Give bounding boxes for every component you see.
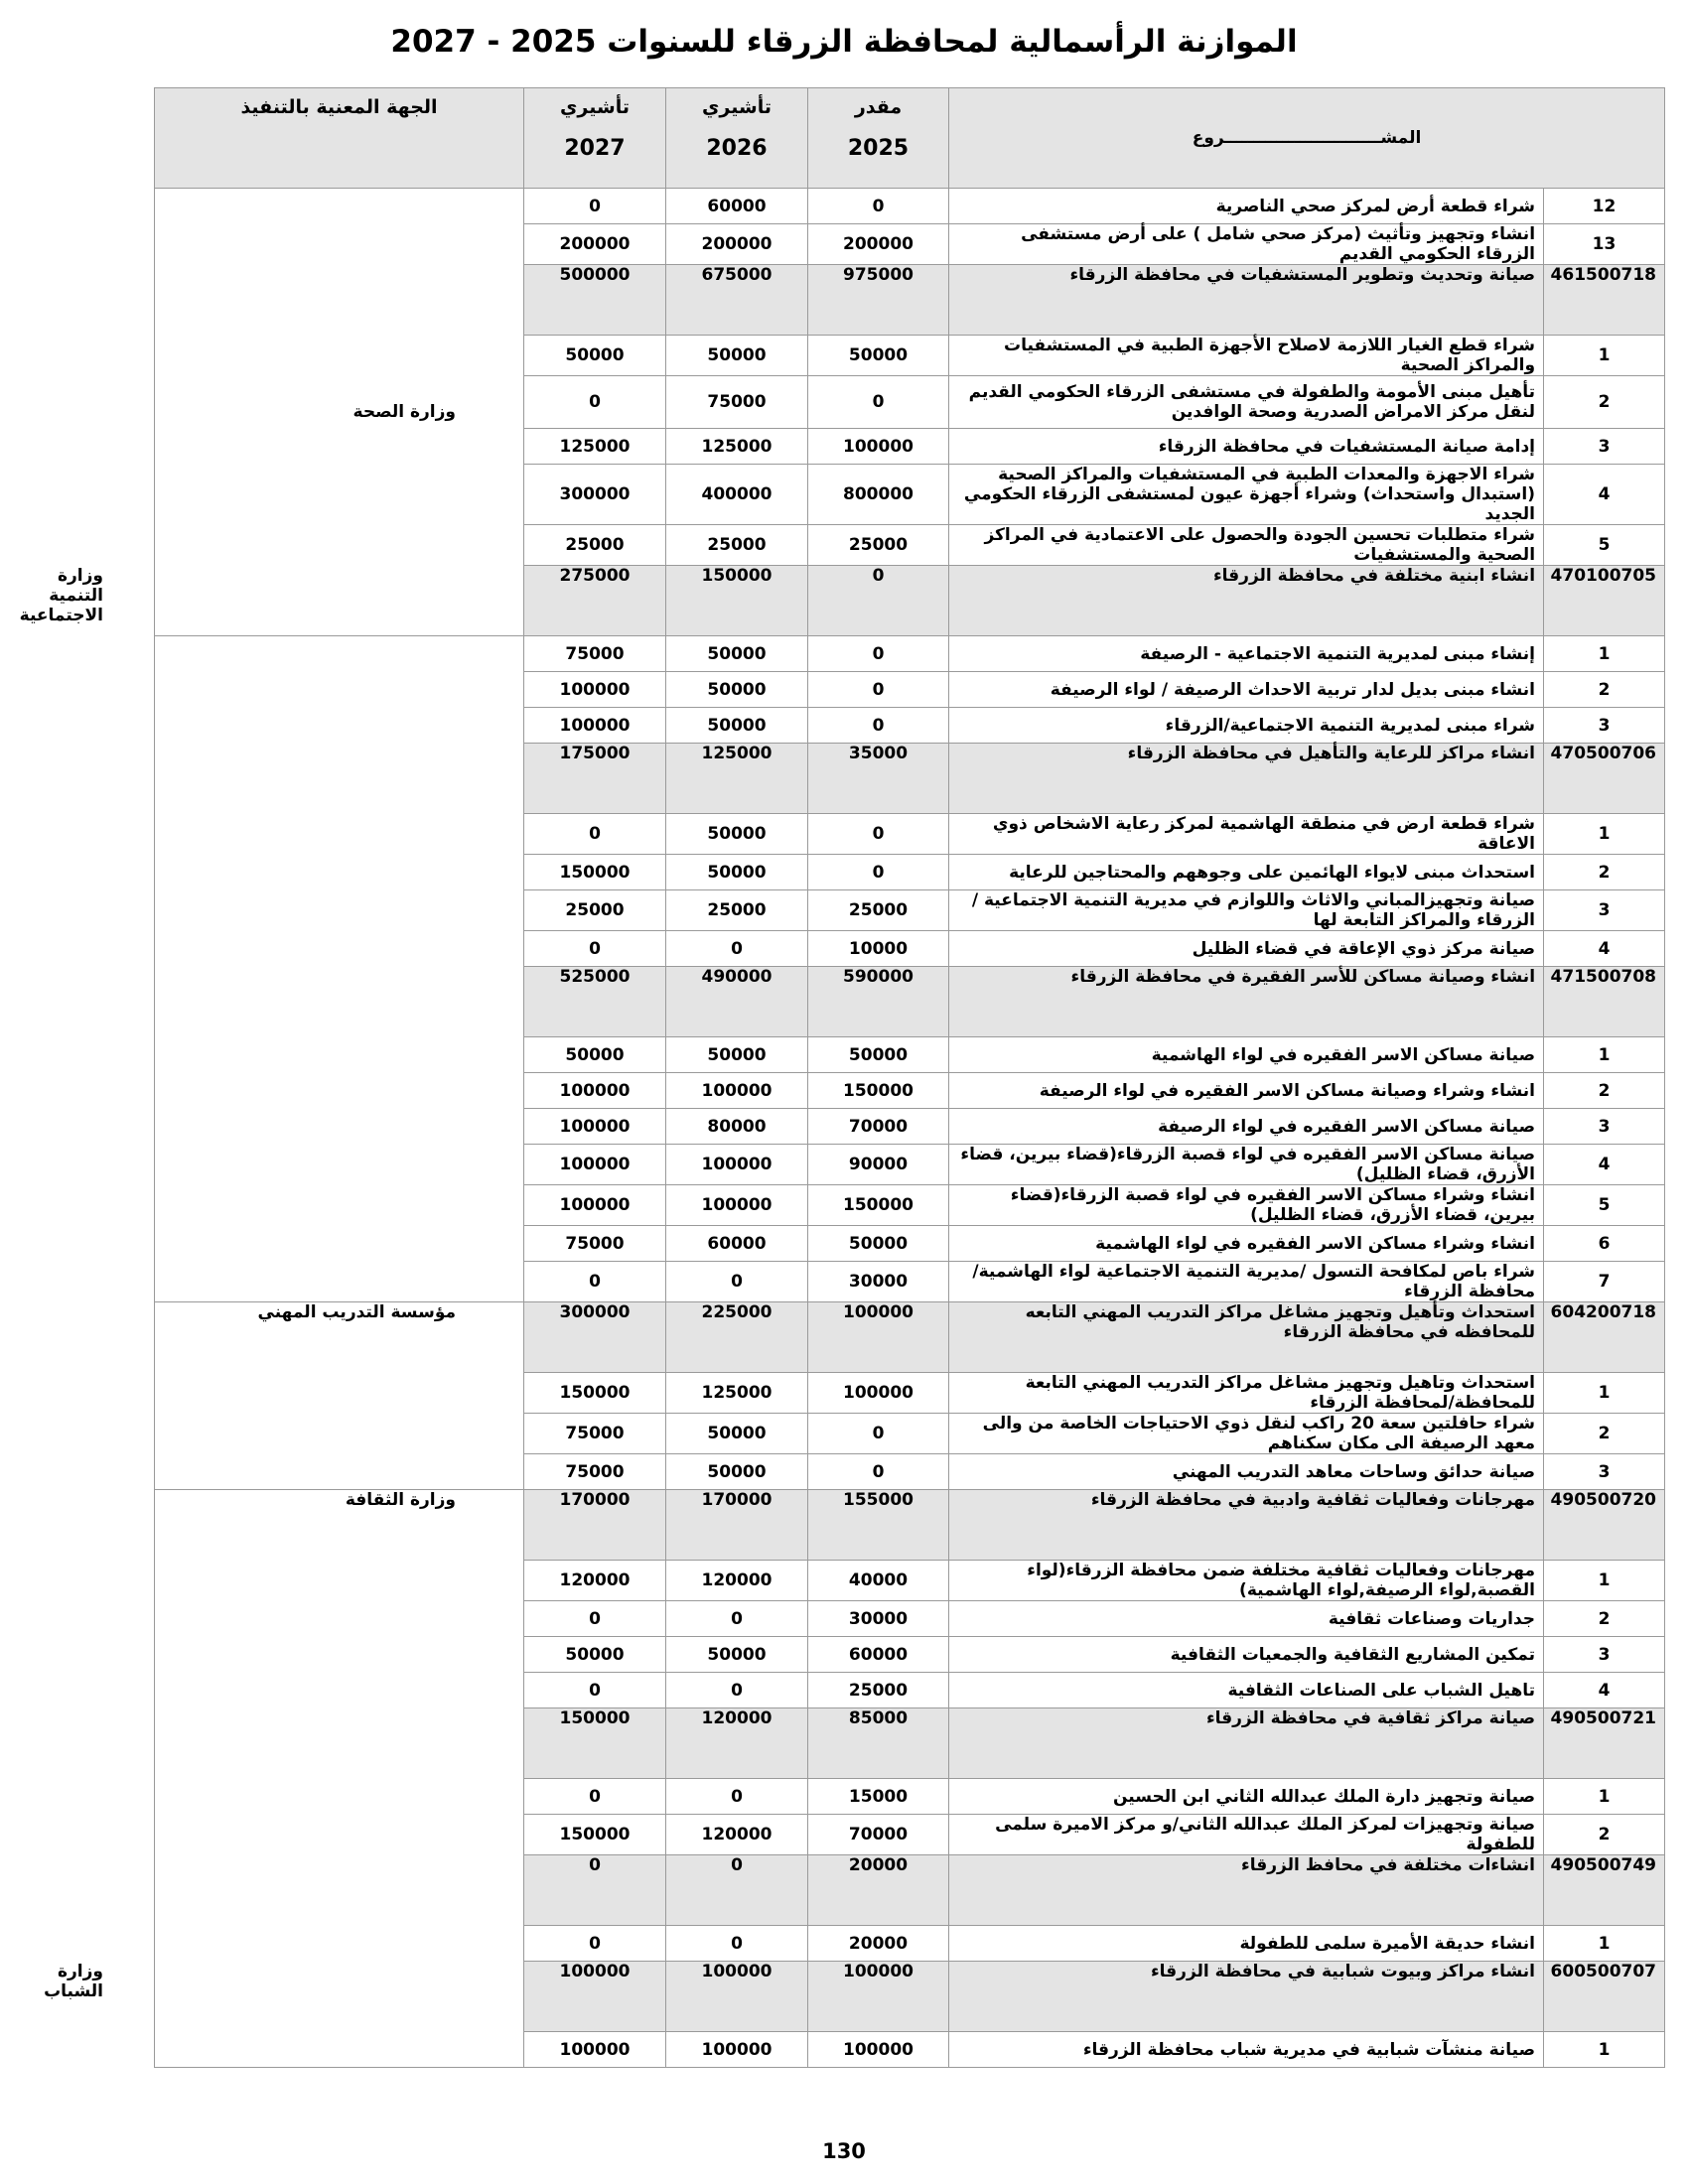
value-2027: 75000 <box>524 1454 666 1490</box>
value-2026: 400000 <box>666 465 808 525</box>
header-project: المشـــــــــــــــــــــــــــروع <box>949 88 1665 189</box>
project-code: 12 <box>1544 189 1665 224</box>
value-2025: 70000 <box>808 1815 949 1855</box>
value-2027: 0 <box>524 1262 666 1302</box>
value-2026: 50000 <box>666 1414 808 1454</box>
project-name: انشاء مراكز للرعاية والتأهيل في محافظة الزرقاء <box>949 744 1544 814</box>
value-2026: 490000 <box>666 967 808 1037</box>
item-row <box>155 1109 1665 1145</box>
project-name: جداريات وصناعات ثقافية <box>949 1601 1544 1637</box>
value-2026: 50000 <box>666 855 808 890</box>
value-2025: 0 <box>808 566 949 636</box>
project-row <box>155 967 1665 1037</box>
project-code: 490500749 <box>1544 1855 1665 1926</box>
project-code: 13 <box>1544 224 1665 265</box>
agency-cell <box>155 1490 524 2068</box>
value-2025: 975000 <box>808 265 949 336</box>
project-name: انشاء مراكز وبيوت شبابية في محافظة الزرقاء <box>949 1962 1544 2032</box>
project-code: 3 <box>1544 1454 1665 1490</box>
project-name: صيانة وتجهيزات لمركز الملك عبدالله الثاني/و مركز الاميرة سلمى للطفولة <box>949 1815 1544 1855</box>
project-name: شراء مبنى لمديرية التنمية الاجتماعية/الزرقاء <box>949 708 1544 744</box>
value-2026: 60000 <box>666 1226 808 1262</box>
value-2027: 50000 <box>524 1637 666 1673</box>
project-name: انشاء وتجهيز وتأثيث (مركز صحي شامل ) على أرض مستشفى الزرقاء الحكومي القديم <box>949 224 1544 265</box>
item-row <box>155 1037 1665 1073</box>
item-row <box>155 1226 1665 1262</box>
project-row <box>155 1490 1665 1561</box>
value-2026: 50000 <box>666 1454 808 1490</box>
value-2026: 75000 <box>666 376 808 429</box>
value-2027: 100000 <box>524 672 666 708</box>
item-row <box>155 931 1665 967</box>
project-code: 5 <box>1544 525 1665 566</box>
page-number: 130 <box>822 2139 866 2163</box>
value-2026: 25000 <box>666 890 808 931</box>
header-2025 <box>808 88 949 189</box>
project-name: شراء قطع الغيار اللازمة لاصلاح الأجهزة الطبية في المستشفيات والمراكز الصحية <box>949 336 1544 376</box>
agency-label: مؤسسة التدريب المهني <box>257 1302 456 1322</box>
project-name: تاهيل الشباب على الصناعات الثقافية <box>949 1673 1544 1708</box>
value-2026: 100000 <box>666 1145 808 1185</box>
value-2025: 100000 <box>808 429 949 465</box>
project-code: 600500707 <box>1544 1962 1665 2032</box>
project-name: انشاء وشراء مساكن الاسر الفقيره في لواء قصبة الزرقاء(قضاء بيرين، قضاء الأزرق، قضاء الظليل) <box>949 1185 1544 1226</box>
value-2027: 100000 <box>524 1145 666 1185</box>
project-code: 470100705 <box>1544 566 1665 636</box>
item-row <box>155 814 1665 855</box>
project-name: صيانة مساكن الاسر الفقيره في لواء الهاشمية <box>949 1037 1544 1073</box>
value-2027: 50000 <box>524 1037 666 1073</box>
value-2025: 25000 <box>808 890 949 931</box>
project-code: 1 <box>1544 336 1665 376</box>
value-2026: 125000 <box>666 744 808 814</box>
project-code: 490500720 <box>1544 1490 1665 1561</box>
value-2025: 50000 <box>808 1037 949 1073</box>
value-2026: 100000 <box>666 1073 808 1109</box>
item-row <box>155 1262 1665 1302</box>
project-name: مهرجانات وفعاليات ثقافية وادبية في محافظة الزرقاء <box>949 1490 1544 1561</box>
value-2025: 50000 <box>808 1226 949 1262</box>
value-2025: 50000 <box>808 336 949 376</box>
value-2025: 100000 <box>808 2032 949 2068</box>
agency-label: وزارة التنمية الاجتماعية <box>19 566 103 625</box>
value-2026: 125000 <box>666 429 808 465</box>
header-2026-year: 2026 <box>706 136 768 161</box>
value-2027: 25000 <box>524 525 666 566</box>
project-code: 4 <box>1544 465 1665 525</box>
value-2025: 20000 <box>808 1926 949 1962</box>
project-name: إدامة صيانة المستشفيات في محافظة الزرقاء <box>949 429 1544 465</box>
value-2026: 150000 <box>666 566 808 636</box>
project-name: صيانة وتجهيز دارة الملك عبدالله الثاني ابن الحسين <box>949 1779 1544 1815</box>
project-name: شراء باص لمكافحة التسول /مديرية التنمية الاجتماعية لواء الهاشمية/ محافظة الزرقاء <box>949 1262 1544 1302</box>
value-2027: 75000 <box>524 1226 666 1262</box>
value-2026: 80000 <box>666 1109 808 1145</box>
value-2025: 100000 <box>808 1302 949 1373</box>
value-2026: 120000 <box>666 1708 808 1779</box>
value-2026: 50000 <box>666 672 808 708</box>
project-name: انشاء حديقة الأميرة سلمى للطفولة <box>949 1926 1544 1962</box>
agency-cell <box>155 1302 524 1490</box>
value-2026: 25000 <box>666 525 808 566</box>
project-code: 2 <box>1544 1073 1665 1109</box>
project-name: شراء حافلتين سعة 20 راكب لنقل ذوي الاحتياجات الخاصة من والى معهد الرصيفة الى مكان سكناهم <box>949 1414 1544 1454</box>
project-name: شراء متطلبات تحسين الجودة والحصول على الاعتمادية في المراكز الصحية والمستشفيات <box>949 525 1544 566</box>
value-2027: 300000 <box>524 1302 666 1373</box>
value-2025: 70000 <box>808 1109 949 1145</box>
project-code: 4 <box>1544 1145 1665 1185</box>
project-name: انشاء وصيانة مساكن للأسر الفقيرة في محافظة الزرقاء <box>949 967 1544 1037</box>
value-2026: 120000 <box>666 1561 808 1601</box>
item-row <box>155 672 1665 708</box>
value-2027: 0 <box>524 1601 666 1637</box>
value-2027: 170000 <box>524 1490 666 1561</box>
project-code: 2 <box>1544 376 1665 429</box>
value-2025: 90000 <box>808 1145 949 1185</box>
value-2026: 0 <box>666 1855 808 1926</box>
header-2027-label: تأشيري <box>560 96 630 118</box>
value-2027: 75000 <box>524 1414 666 1454</box>
value-2027: 175000 <box>524 744 666 814</box>
value-2025: 150000 <box>808 1073 949 1109</box>
project-name: استحداث وتاهيل وتجهيز مشاغل مراكز التدريب المهني التابعة للمحافظة/لمحافظة الزرقاء <box>949 1373 1544 1414</box>
project-name: صيانة مراكز ثقافية في محافظة الزرقاء <box>949 1708 1544 1779</box>
value-2025: 20000 <box>808 1855 949 1926</box>
project-code: 470500706 <box>1544 744 1665 814</box>
project-name: انشاء ابنية مختلفة في محافظة الزرقاء <box>949 566 1544 636</box>
agency-label: وزارة الشباب <box>44 1962 103 2001</box>
value-2026: 60000 <box>666 189 808 224</box>
value-2025: 35000 <box>808 744 949 814</box>
value-2025: 0 <box>808 855 949 890</box>
project-code: 490500721 <box>1544 1708 1665 1779</box>
value-2025: 60000 <box>808 1637 949 1673</box>
value-2027: 0 <box>524 189 666 224</box>
item-row <box>155 1145 1665 1185</box>
project-code: 6 <box>1544 1226 1665 1262</box>
value-2026: 200000 <box>666 224 808 265</box>
project-code: 2 <box>1544 855 1665 890</box>
value-2027: 0 <box>524 931 666 967</box>
project-code: 3 <box>1544 1637 1665 1673</box>
value-2026: 50000 <box>666 708 808 744</box>
value-2027: 500000 <box>524 265 666 336</box>
value-2027: 275000 <box>524 566 666 636</box>
project-name: شراء الاجهزة والمعدات الطبية في المستشفيات والمراكز الصحية (استبدال واستحداث) وشراء أجهزة عيون لمستشفى الزرقاء الحكومي الجديد <box>949 465 1544 525</box>
value-2027: 100000 <box>524 1185 666 1226</box>
value-2026: 100000 <box>666 1962 808 2032</box>
value-2027: 100000 <box>524 1109 666 1145</box>
project-name: صيانة مساكن الاسر الفقيره في لواء الرصيفة <box>949 1109 1544 1145</box>
value-2027: 150000 <box>524 855 666 890</box>
project-code: 2 <box>1544 672 1665 708</box>
agency-label: وزارة الصحة <box>352 402 456 422</box>
value-2025: 25000 <box>808 525 949 566</box>
value-2027: 0 <box>524 814 666 855</box>
value-2027: 100000 <box>524 1073 666 1109</box>
header-agency <box>155 88 524 189</box>
value-2027: 150000 <box>524 1708 666 1779</box>
project-name: مهرجانات وفعاليات ثقافية مختلفة ضمن محافظة الزرقاء(لواء القصبة,لواء الرصيفة,لواء الهاشمية) <box>949 1561 1544 1601</box>
agency-label: وزارة الثقافة <box>345 1490 456 1510</box>
project-code: 3 <box>1544 429 1665 465</box>
value-2026: 50000 <box>666 1037 808 1073</box>
value-2026: 170000 <box>666 1490 808 1561</box>
project-name: انشاء وشراء مساكن الاسر الفقيره في لواء الهاشمية <box>949 1226 1544 1262</box>
value-2025: 0 <box>808 708 949 744</box>
project-code: 1 <box>1544 1926 1665 1962</box>
project-code: 5 <box>1544 1185 1665 1226</box>
value-2026: 50000 <box>666 336 808 376</box>
project-row <box>155 744 1665 814</box>
project-code: 2 <box>1544 1601 1665 1637</box>
item-row <box>155 1185 1665 1226</box>
value-2025: 30000 <box>808 1262 949 1302</box>
value-2025: 590000 <box>808 967 949 1037</box>
project-code: 2 <box>1544 1815 1665 1855</box>
project-name: إنشاء مبنى لمديرية التنمية الاجتماعية - الرصيفة <box>949 636 1544 672</box>
project-row <box>155 1302 1665 1373</box>
value-2025: 0 <box>808 376 949 429</box>
project-code: 461500718 <box>1544 265 1665 336</box>
project-code: 3 <box>1544 708 1665 744</box>
project-code: 1 <box>1544 1037 1665 1073</box>
table-body <box>19 189 1665 2068</box>
project-name: شراء قطعة ارض في منطقة الهاشمية لمركز رعاية الاشخاص ذوي الاعاقة <box>949 814 1544 855</box>
value-2025: 25000 <box>808 1673 949 1708</box>
item-row <box>155 1073 1665 1109</box>
project-code: 3 <box>1544 1109 1665 1145</box>
project-name: صيانة مساكن الاسر الفقيره في لواء قصبة الزرقاء(قضاء بيرين، قضاء الأزرق، قضاء الظليل) <box>949 1145 1544 1185</box>
project-code: 4 <box>1544 931 1665 967</box>
value-2027: 200000 <box>524 224 666 265</box>
value-2026: 675000 <box>666 265 808 336</box>
project-name: صيانة وتجهيزالمباني والاثاث واللوازم في مديرية التنمية الاجتماعية /الزرقاء والمراكز التابعة لها <box>949 890 1544 931</box>
project-name: تأهيل مبنى الأمومة والطفولة في مستشفى الزرقاء الحكومي القديم لنقل مركز الامراض الصدرية وصحة الوافدين <box>949 376 1544 429</box>
project-code: 1 <box>1544 636 1665 672</box>
project-name: صيانة حدائق وساحات معاهد التدريب المهني <box>949 1454 1544 1490</box>
value-2027: 525000 <box>524 967 666 1037</box>
value-2027: 75000 <box>524 636 666 672</box>
project-name: صيانة منشآت شبابية في مديرية شباب محافظة الزرقاء <box>949 2032 1544 2068</box>
page-title: الموازنة الرأسمالية لمحافظة الزرقاء للسنوات 2025 - 2027 <box>390 24 1298 60</box>
header-2027 <box>524 88 666 189</box>
project-code: 2 <box>1544 1414 1665 1454</box>
value-2027: 120000 <box>524 1561 666 1601</box>
value-2026: 50000 <box>666 814 808 855</box>
project-code: 4 <box>1544 1673 1665 1708</box>
project-code: 1 <box>1544 1373 1665 1414</box>
value-2025: 155000 <box>808 1490 949 1561</box>
item-row <box>155 636 1665 672</box>
value-2027: 150000 <box>524 1815 666 1855</box>
value-2026: 0 <box>666 1926 808 1962</box>
project-code: 3 <box>1544 890 1665 931</box>
value-2025: 15000 <box>808 1779 949 1815</box>
value-2025: 0 <box>808 1454 949 1490</box>
value-2026: 125000 <box>666 1373 808 1414</box>
project-code: 1 <box>1544 814 1665 855</box>
item-row <box>155 189 1665 224</box>
value-2025: 100000 <box>808 1962 949 2032</box>
project-name: انشاء مبنى بديل لدار تربية الاحداث الرصيفة / لواء الرصيفة <box>949 672 1544 708</box>
value-2025: 0 <box>808 814 949 855</box>
value-2026: 0 <box>666 1601 808 1637</box>
value-2026: 50000 <box>666 1637 808 1673</box>
item-row <box>155 890 1665 931</box>
value-2027: 100000 <box>524 708 666 744</box>
value-2025: 200000 <box>808 224 949 265</box>
value-2027: 50000 <box>524 336 666 376</box>
value-2027: 0 <box>524 1673 666 1708</box>
project-name: شراء قطعة أرض لمركز صحي الناصرية <box>949 189 1544 224</box>
value-2025: 10000 <box>808 931 949 967</box>
value-2027: 0 <box>524 1855 666 1926</box>
value-2025: 150000 <box>808 1185 949 1226</box>
project-code: 1 <box>1544 1779 1665 1815</box>
value-2027: 0 <box>524 1779 666 1815</box>
value-2025: 30000 <box>808 1601 949 1637</box>
value-2025: 0 <box>808 189 949 224</box>
value-2025: 0 <box>808 636 949 672</box>
project-name: انشاءات مختلفة في محافظ الزرقاء <box>949 1855 1544 1926</box>
project-name: تمكين المشاريع الثقافية والجمعيات الثقافية <box>949 1637 1544 1673</box>
project-name: صيانة مركز ذوي الإعاقة في قضاء الظليل <box>949 931 1544 967</box>
value-2027: 100000 <box>524 2032 666 2068</box>
project-code: 471500708 <box>1544 967 1665 1037</box>
value-2025: 100000 <box>808 1373 949 1414</box>
table-header-row <box>155 88 1665 189</box>
budget-table <box>19 87 1665 2068</box>
value-2026: 225000 <box>666 1302 808 1373</box>
value-2027: 0 <box>524 376 666 429</box>
value-2027: 300000 <box>524 465 666 525</box>
project-code: 1 <box>1544 1561 1665 1601</box>
value-2026: 120000 <box>666 1815 808 1855</box>
header-agency-label: الجهة المعنية بالتنفيذ <box>240 96 438 118</box>
value-2026: 50000 <box>666 636 808 672</box>
project-name: استحداث وتأهيل وتجهيز مشاغل مراكز التدريب المهني التابعه للمحافظه في محافظة الزرقاء <box>949 1302 1544 1373</box>
project-name: صيانة وتحديث وتطوير المستشفيات في محافظة الزرقاء <box>949 265 1544 336</box>
value-2026: 0 <box>666 931 808 967</box>
item-row <box>155 708 1665 744</box>
header-2025-label: مقدر <box>854 96 903 118</box>
project-name: انشاء وشراء وصيانة مساكن الاسر الفقيره في لواء الرصيفة <box>949 1073 1544 1109</box>
agency-cell <box>155 189 524 636</box>
value-2027: 100000 <box>524 1962 666 2032</box>
project-name: استحداث مبنى لايواء الهائمين على وجوههم والمحتاجين للرعاية <box>949 855 1544 890</box>
value-2025: 85000 <box>808 1708 949 1779</box>
value-2026: 0 <box>666 1262 808 1302</box>
value-2025: 800000 <box>808 465 949 525</box>
header-2026-label: تأشيري <box>702 96 772 118</box>
value-2025: 40000 <box>808 1561 949 1601</box>
value-2026: 100000 <box>666 1185 808 1226</box>
value-2027: 0 <box>524 1926 666 1962</box>
item-row <box>155 855 1665 890</box>
header-2025-year: 2025 <box>847 136 910 161</box>
value-2026: 0 <box>666 1673 808 1708</box>
project-code: 604200718 <box>1544 1302 1665 1373</box>
value-2027: 25000 <box>524 890 666 931</box>
value-2025: 0 <box>808 672 949 708</box>
value-2027: 125000 <box>524 429 666 465</box>
value-2026: 0 <box>666 1779 808 1815</box>
value-2027: 150000 <box>524 1373 666 1414</box>
value-2025: 0 <box>808 1414 949 1454</box>
project-code: 7 <box>1544 1262 1665 1302</box>
value-2026: 100000 <box>666 2032 808 2068</box>
header-2026 <box>666 88 808 189</box>
header-2027-year: 2027 <box>564 136 626 161</box>
project-code: 1 <box>1544 2032 1665 2068</box>
